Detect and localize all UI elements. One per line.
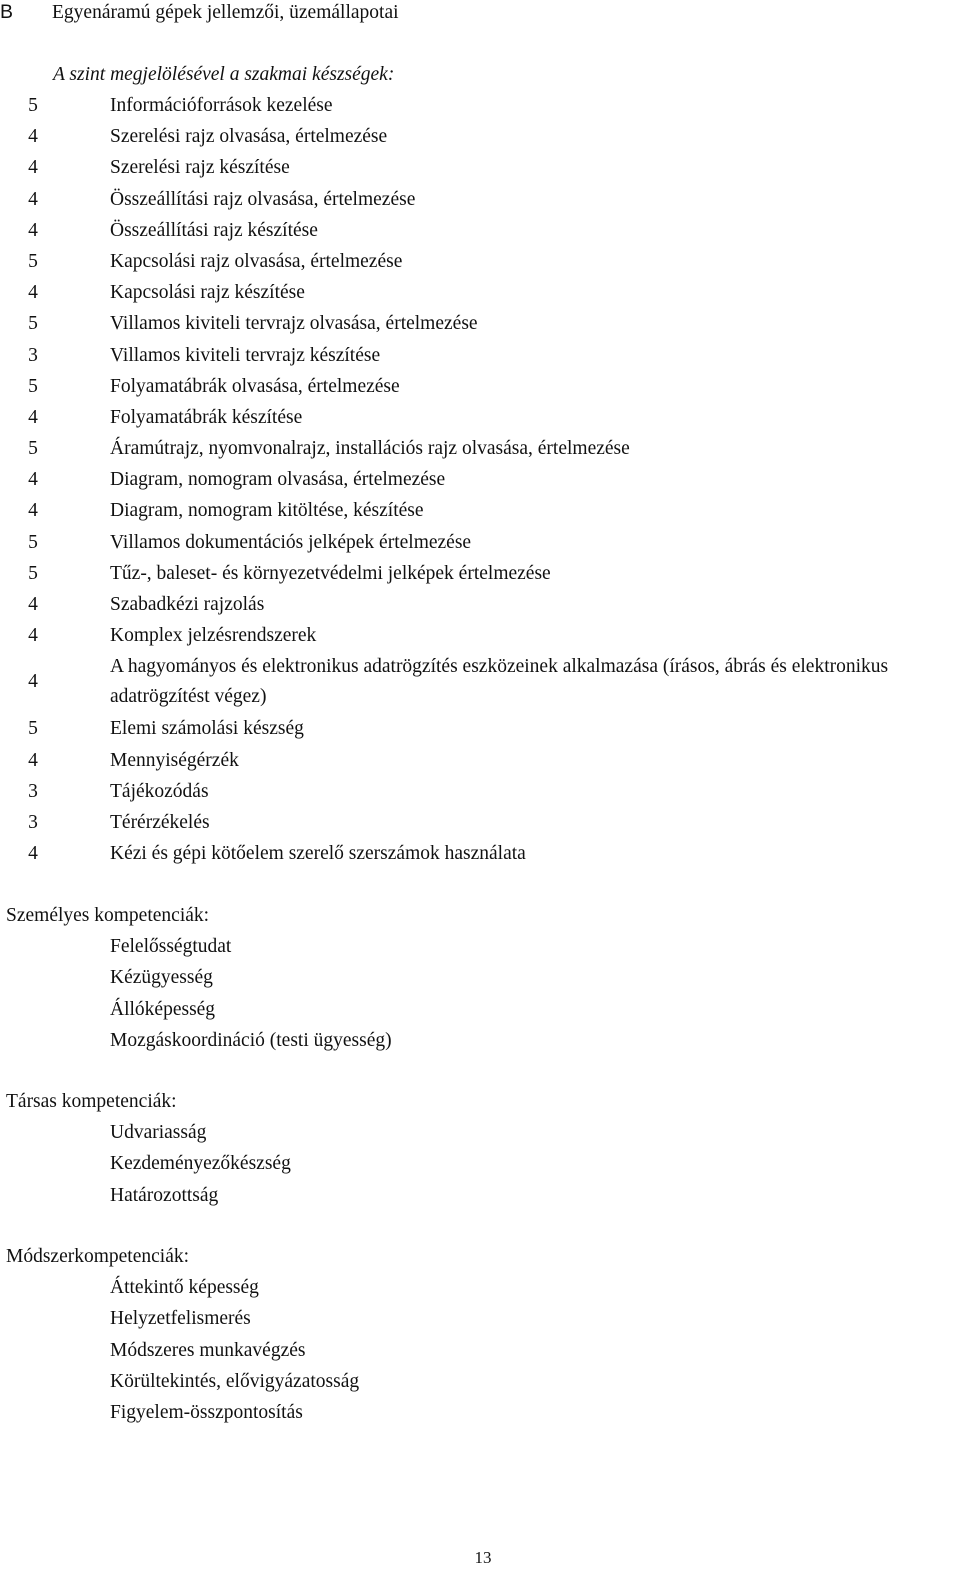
social-competencies-title: Társas kompetenciák: [6,1091,177,1112]
skill-label: Szerelési rajz készítése [110,157,290,179]
skill-label: Folyamatábrák készítése [110,406,303,428]
section-title: Egyenáramú gépek jellemzői, üzemállapotai [52,2,399,23]
skill-level: 4 [28,406,38,428]
skill-row [0,589,960,620]
skill-label: Diagram, nomogram kitöltése, készítése [110,500,424,522]
skill-label: Információforrások kezelése [110,95,333,116]
skill-level: 4 [28,126,38,148]
skill-label: Elemi számolási készség [110,718,304,740]
social-competency-item: Udvariasság [110,1122,207,1143]
skill-level: 4 [28,594,38,615]
personal-competency-item: Állóképesség [110,998,216,1020]
skill-label: Kapcsolási rajz készítése [110,282,305,304]
skill-row [0,745,960,776]
skill-level: 5 [28,375,38,397]
skill-level: 5 [28,250,38,272]
skill-level: 4 [28,625,38,647]
skill-level: 4 [28,671,38,693]
skill-row [0,838,960,869]
method-competency-item: Áttekintő képesség [110,1277,259,1298]
skill-label: Összeállítási rajz olvasása, értelmezése [110,188,416,210]
skill-row [0,558,960,589]
method-competency-item: Körültekintés, elővigyázatosság [110,1370,360,1392]
personal-competencies-list [0,931,960,1056]
skill-row [0,651,960,713]
skill-level: 5 [28,562,38,584]
skill-label: Térérzékelés [110,811,210,833]
skill-label: A hagyományos és elektronikus adatrögzítés eszközeinek alkalmazása (írásos, ábrás és elektronikus adatrögzítést végez) [110,656,889,708]
skill-level: 4 [28,749,38,771]
skill-row [0,464,960,495]
skill-label: Szabadkézi rajzolás [110,594,265,615]
skill-row [0,495,960,526]
skill-label: Villamos kiviteli tervrajz olvasása, értelmezése [110,313,478,335]
skill-level: 4 [28,188,38,210]
skill-label: Diagram, nomogram olvasása, értelmezése [110,469,446,491]
method-competency-item: Módszeres munkavégzés [110,1339,306,1361]
skill-level: 4 [28,843,38,865]
skill-label: Mennyiségérzék [110,749,239,771]
skill-level: 3 [28,811,38,833]
skill-row [0,433,960,464]
skill-level: 4 [28,157,38,179]
skill-row [0,215,960,246]
skill-label: Komplex jelzésrendszerek [110,625,317,647]
method-competencies-list [0,1272,960,1428]
skill-label: Villamos kiviteli tervrajz készítése [110,344,381,366]
personal-competencies-title: Személyes kompetenciák: [6,905,210,926]
personal-competency-item: Felelősségtudat [110,936,232,957]
personal-competency-item: Mozgáskoordináció (testi ügyesség) [110,1029,392,1051]
skills-subheading: A szint megjelölésével a szakmai készségek: [53,64,395,85]
skill-level: 4 [28,219,38,241]
skill-level: 4 [28,469,38,491]
skill-row [0,308,960,339]
skill-label: Kapcsolási rajz olvasása, értelmezése [110,250,403,272]
skill-row [0,152,960,183]
skill-row [0,620,960,651]
skill-row [0,776,960,807]
skill-row [0,246,960,277]
skill-label: Tájékozódás [110,780,209,802]
skill-row [0,277,960,308]
method-competency-item: Figyelem-összpontosítás [110,1402,303,1424]
skill-level: 5 [28,95,38,116]
social-competency-item: Kezdeményezőkészség [110,1153,291,1175]
skill-row [0,713,960,744]
skill-row [0,527,960,558]
method-competencies [0,1241,960,1428]
skill-label: Villamos dokumentációs jelképek értelmezése [110,531,472,553]
skill-label: Tűz-, baleset- és környezetvédelmi jelképek értelmezése [110,562,551,584]
skill-row [0,184,960,215]
skill-row [0,340,960,371]
method-competencies-title: Módszerkompetenciák: [6,1246,190,1267]
section-heading [0,0,399,24]
skill-level: 3 [28,780,38,802]
skill-row [0,371,960,402]
social-competencies-list [0,1117,960,1211]
skill-label: Szerelési rajz olvasása, értelmezése [110,126,388,148]
section-letter: B [0,1,14,23]
skill-row [0,121,960,152]
personal-competency-item: Kézügyesség [110,967,213,989]
method-competency-item: Helyzetfelismerés [110,1308,251,1330]
skill-label: Kézi és gépi kötőelem szerelő szerszámok használata [110,843,526,865]
skill-level: 5 [28,718,38,740]
skills-list [0,90,960,869]
skill-label: Folyamatábrák olvasása, értelmezése [110,375,400,397]
skill-row [0,807,960,838]
skill-label: Összeállítási rajz készítése [110,219,318,241]
skill-level: 4 [28,282,38,304]
page-number: 13 [474,1548,492,1567]
skill-level: 4 [28,500,38,522]
skill-level: 3 [28,344,38,366]
skill-level: 5 [28,531,38,553]
skill-label: Áramútrajz, nyomvonalrajz, installációs rajz olvasása, értelmezése [110,438,630,460]
skill-level: 5 [28,438,38,460]
social-competencies [0,1086,960,1211]
skill-row [0,90,960,121]
skill-row [0,402,960,433]
personal-competencies [0,900,960,1056]
social-competency-item: Határozottság [110,1184,219,1206]
skill-level: 5 [28,313,38,335]
